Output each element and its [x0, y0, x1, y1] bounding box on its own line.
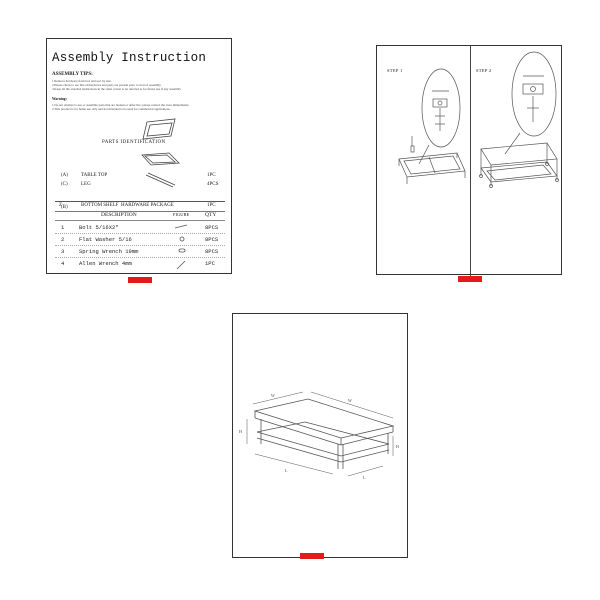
col-figure: FIGURE [173, 212, 190, 217]
hw-desc: Flat Washer 5/16 [79, 236, 132, 243]
page-tab-1[interactable] [128, 277, 152, 283]
col-qty: QTY [205, 212, 217, 218]
allen-wrench-icon [177, 261, 185, 269]
step-1-label: STEP 1 [387, 68, 403, 73]
part-name: TABLE TOP [81, 173, 108, 178]
hardware-figures [47, 39, 233, 275]
hw-desc: Spring Wrench 19mm [79, 248, 139, 255]
part-qty: 4PCS [207, 182, 219, 187]
divider [55, 257, 225, 258]
hw-qty: 8PCS [205, 236, 219, 243]
tip-item: 3.Keep all the attached instructions in the same carton to be referred to for future use if any assembly [52, 87, 181, 92]
assembly-steps-drawing [377, 46, 563, 276]
part-qty: 1PC [207, 203, 216, 208]
parts-heading: PARTS IDENTIFICATION [102, 140, 166, 145]
col-description: DESCRIPTION [101, 212, 137, 218]
hw-no: 1 [61, 224, 65, 231]
warning-heading: Warning: [52, 97, 67, 101]
table-frame [481, 143, 557, 165]
hw-qty: 1PC [205, 260, 215, 267]
dim-label: W [348, 398, 352, 403]
dim-label: H [396, 444, 399, 449]
hw-desc: Allen Wrench 4mm [79, 260, 132, 267]
part-letter: (B) [61, 205, 68, 210]
dim-label: L [363, 475, 366, 480]
divider [55, 233, 225, 234]
tip-item: 2.Please check to see that all hardware and parts are present prior to start of assembly. [52, 83, 162, 88]
instruction-page-1[interactable] [46, 38, 232, 274]
table-top-outline [255, 399, 393, 438]
warning-item: 1.Do not attempt to use or assemble parts that are broken or defective; please contact the store immediately. [52, 103, 190, 107]
warning-item: 2.This product is for home use only and not intended to be used for commercial applications. [52, 107, 171, 112]
part-letter: (C) [61, 182, 68, 187]
hw-no: 3 [61, 248, 65, 255]
dim-label: W [271, 393, 275, 398]
instruction-page-3[interactable] [232, 313, 408, 558]
detail-bubble [422, 69, 460, 147]
part-letter: (A) [61, 173, 68, 178]
hw-qty: 8PCS [205, 248, 219, 255]
spring-washer-icon [179, 249, 185, 252]
step-2-label: STEP 2 [476, 68, 492, 73]
part-name: LEG [81, 182, 91, 187]
divider [55, 245, 225, 246]
washer-icon [180, 237, 184, 241]
dimension-drawing [233, 314, 409, 559]
hardware-letter: Z [59, 203, 63, 208]
hw-desc: Bolt 5/16X2" [79, 224, 119, 231]
tips-heading: ASSEMBLY TIPS: [52, 72, 93, 77]
page-title: Assembly Instruction [52, 51, 207, 65]
part-name: BOTTOM SHELF [81, 203, 119, 208]
hw-no: 4 [61, 260, 65, 267]
dim-label: H [239, 429, 242, 434]
hardware-heading: HARDWARE PACKAGE [121, 203, 174, 208]
hw-qty: 8PCS [205, 224, 219, 231]
tip-item: 1.Remove hardware from box and sort by size. [52, 79, 112, 83]
part-qty: 1PC [207, 173, 216, 178]
page-tab-3[interactable] [300, 553, 324, 559]
page-tab-2[interactable] [458, 276, 482, 282]
bolt-icon [175, 225, 187, 228]
dim-label: L [285, 468, 288, 473]
hw-no: 2 [61, 236, 65, 243]
instruction-page-2[interactable] [376, 45, 562, 275]
